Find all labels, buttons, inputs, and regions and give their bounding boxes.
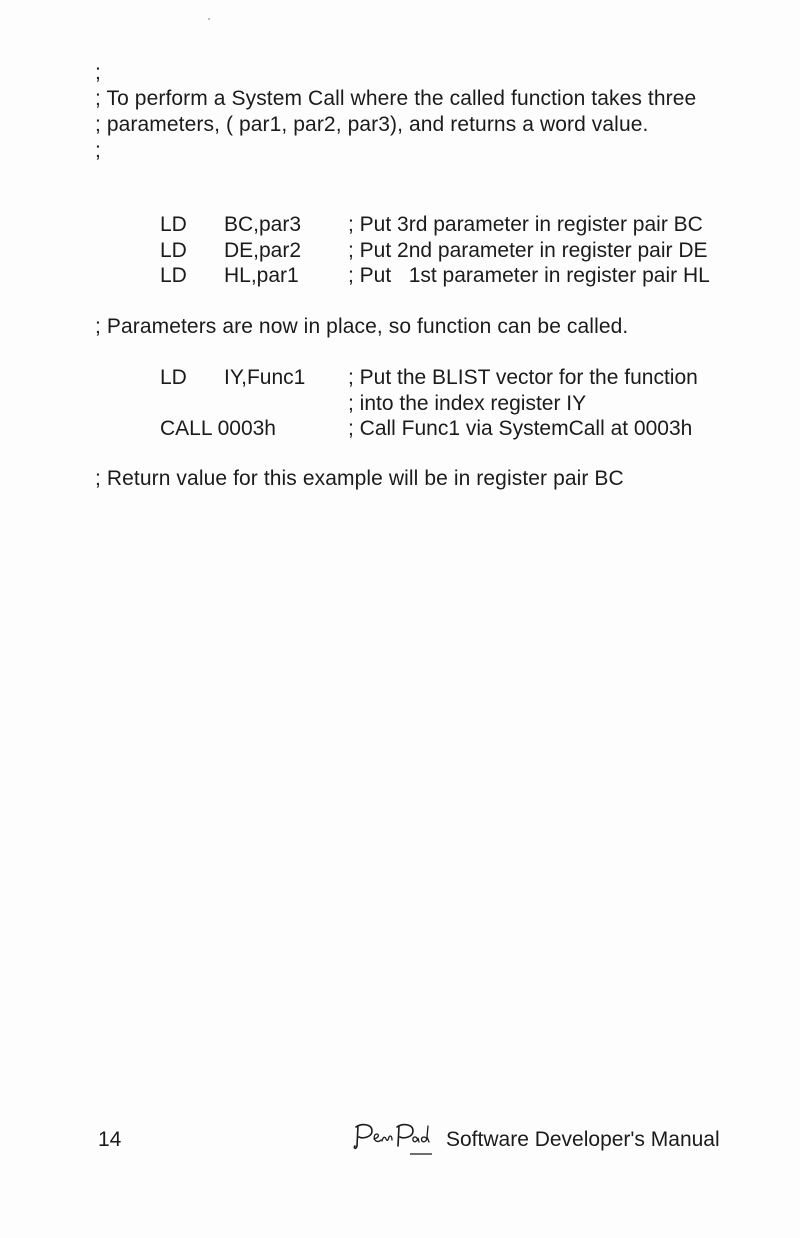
code-comment: ; Put 2nd parameter in register pair DE	[348, 239, 708, 262]
code-row-call	[0, 416, 800, 442]
code-row-ld-de	[0, 238, 800, 264]
code-arg: HL,par1	[224, 264, 299, 287]
code-op: LD	[160, 264, 187, 287]
code-arg: DE,par2	[224, 239, 302, 262]
code-comment: ; Put 3rd parameter in register pair BC	[348, 213, 703, 236]
code-comment: ; Put the BLIST vector for the function	[348, 366, 698, 389]
code-op: CALL 0003h	[160, 417, 276, 440]
code-row-ld-bc	[0, 212, 800, 238]
code-row-ld-iy	[0, 365, 800, 391]
code-comment: ; Call Func1 via SystemCall at 0003h	[348, 417, 693, 440]
code-row-continuation	[0, 391, 800, 417]
manual-title: Software Developer's Manual	[446, 1128, 720, 1151]
comment-line-4: ;	[95, 139, 101, 162]
comment-line-1: ;	[95, 61, 101, 84]
code-op: LD	[160, 213, 187, 236]
closing-comment: ; Return value for this example will be in register pair BC	[95, 467, 624, 490]
comment-line-3: ; parameters, ( par1, par2, par3), and returns a word value.	[95, 113, 649, 136]
middle-comment: ; Parameters are now in place, so function can be called.	[95, 315, 629, 338]
code-comment: ; Put 1st parameter in register pair HL	[348, 264, 710, 287]
comment-line-2: ; To perform a System Call where the called function takes three	[95, 87, 697, 110]
page-number: 14	[98, 1128, 122, 1151]
code-op: LD	[160, 239, 187, 262]
penpad-logo	[352, 1120, 444, 1160]
code-op: LD	[160, 366, 187, 389]
code-comment: ; into the index register IY	[348, 392, 587, 415]
code-arg: IY,Func1	[224, 366, 306, 389]
code-arg: BC,par3	[224, 213, 302, 236]
code-row-ld-hl	[0, 263, 800, 289]
scan-speck	[208, 18, 210, 20]
